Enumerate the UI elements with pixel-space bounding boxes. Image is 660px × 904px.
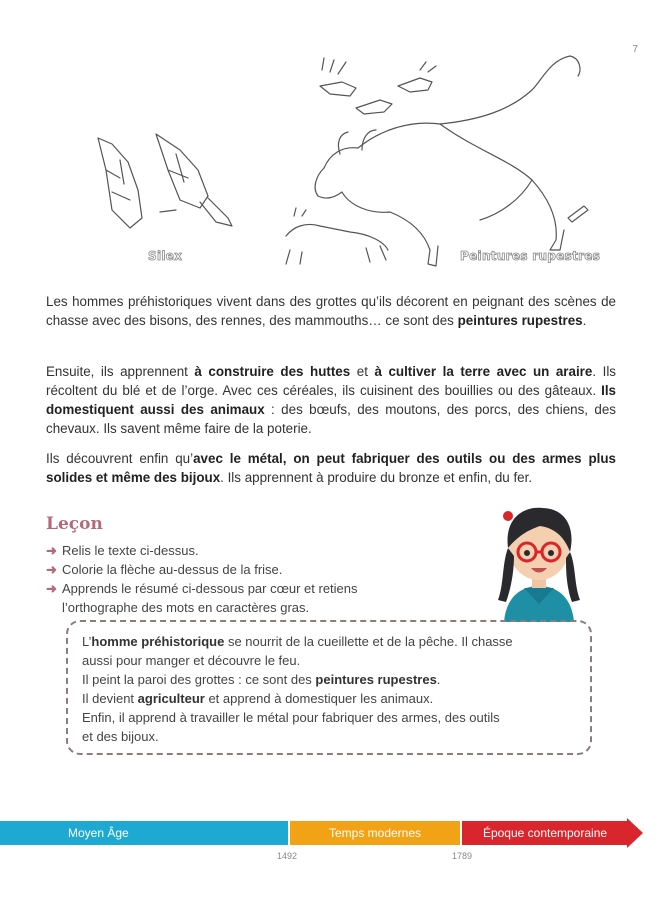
arrowhead-drawing — [156, 134, 232, 226]
lesson-item — [46, 560, 358, 579]
bold-text: homme préhistorique — [91, 634, 225, 649]
text-run: Ils découvrent enfin qu’ — [46, 451, 194, 466]
caption-peintures-rupestres: Peintures rupestres — [460, 249, 601, 263]
text-run: Enfin, il apprend à travailler le métal pour fabriquer des armes, des outils — [82, 710, 500, 725]
bold-text: à cultiver la terre avec un araire — [374, 364, 593, 379]
timeline-segment-temps-modernes: Temps modernes — [290, 821, 460, 845]
text-run: aussi pour manger et découvre le feu. — [82, 653, 301, 668]
text-run: et apprend à domestiquer les animaux. — [204, 691, 434, 706]
lesson-title: Leçon — [46, 514, 103, 534]
arrow-icon: ➜ — [46, 562, 57, 577]
summary-line — [82, 632, 580, 651]
lesson-item — [46, 579, 358, 598]
text-run: Les hommes préhistoriques vivent dans des grottes qu’ils décorent en peignant des scènes de chasse avec des bisons, des rennes, des mammouths… ce sont des — [46, 294, 616, 328]
summary-line — [82, 708, 580, 727]
girl-mascot-illustration — [484, 500, 594, 622]
arrow-head-icon — [627, 818, 643, 848]
paragraph-agriculture — [46, 362, 616, 438]
paragraph-grottes — [46, 292, 616, 330]
lesson-item-text: Colorie la flèche au-dessus de la frise. — [62, 562, 283, 577]
paragraph-text — [46, 292, 616, 330]
arrow-icon: ➜ — [46, 581, 57, 596]
text-run: . Ils apprennent à produire du bronze et enfin, du fer. — [220, 470, 533, 485]
timeline-segment-epoque-contemporaine: Époque contemporaine — [462, 821, 628, 845]
lesson-instructions — [46, 541, 358, 617]
lesson-item-text: Relis le texte ci-dessus. — [62, 543, 199, 558]
paragraph-text — [46, 362, 616, 438]
text-run: Il devient — [82, 691, 138, 706]
text-run: . — [436, 672, 441, 687]
summary-box — [66, 620, 592, 755]
text-run: . — [582, 313, 587, 328]
text-run: Ensuite, ils apprennent — [46, 364, 195, 379]
prehistory-illustration — [80, 50, 600, 280]
summary-line — [82, 727, 580, 746]
bold-text: agriculteur — [137, 691, 205, 706]
arrow-icon: ➜ — [46, 543, 57, 558]
timeline-year: 1789 — [452, 851, 473, 861]
paragraph-text — [46, 449, 616, 487]
text-run: se nourrit de la cueillette et de la pêche. Il chasse — [224, 634, 513, 649]
summary-line — [82, 689, 580, 708]
caption-silex: Silex — [148, 249, 183, 263]
timeline-segment-moyen-age: Moyen Âge — [0, 821, 288, 845]
text-run: L’ — [82, 634, 92, 649]
lesson-item-continuation: l’orthographe des mots en caractères gras. — [62, 600, 310, 615]
lesson-item — [46, 541, 358, 560]
text-run: : des bœufs, des moutons, des porcs, des chiens, des chevaux. Ils savent même faire de la poterie. — [46, 402, 616, 436]
summary-line — [82, 670, 580, 689]
text-run: . Ils récoltent du blé et de l’orge. Avec ces céréales, ils cuisinent des bouillies ou des gâteaux. — [46, 364, 616, 398]
lesson-item-text: Apprends le résumé ci-dessous par cœur et retiens — [62, 581, 358, 596]
bold-text: Ils domestiquent aussi des animaux — [46, 383, 616, 417]
timeline-frieze — [0, 821, 660, 847]
text-run: Il peint la paroi des grottes : ce sont des — [82, 672, 316, 687]
summary-line — [82, 651, 580, 670]
bold-text: peintures rupestres — [315, 672, 437, 687]
bold-text: à construire des huttes — [194, 364, 351, 379]
paragraph-metal — [46, 449, 616, 487]
bold-text: peintures rupestres — [457, 313, 583, 328]
bold-text: avec le métal, on peut fabriquer des outils ou des armes plus solides et même des bijoux — [46, 451, 616, 485]
flint-stone-drawing — [98, 138, 142, 228]
text-run: et des bijoux. — [82, 729, 159, 744]
page-number: 7 — [632, 44, 638, 55]
text-run: et — [350, 364, 375, 379]
timeline-year: 1492 — [277, 851, 298, 861]
